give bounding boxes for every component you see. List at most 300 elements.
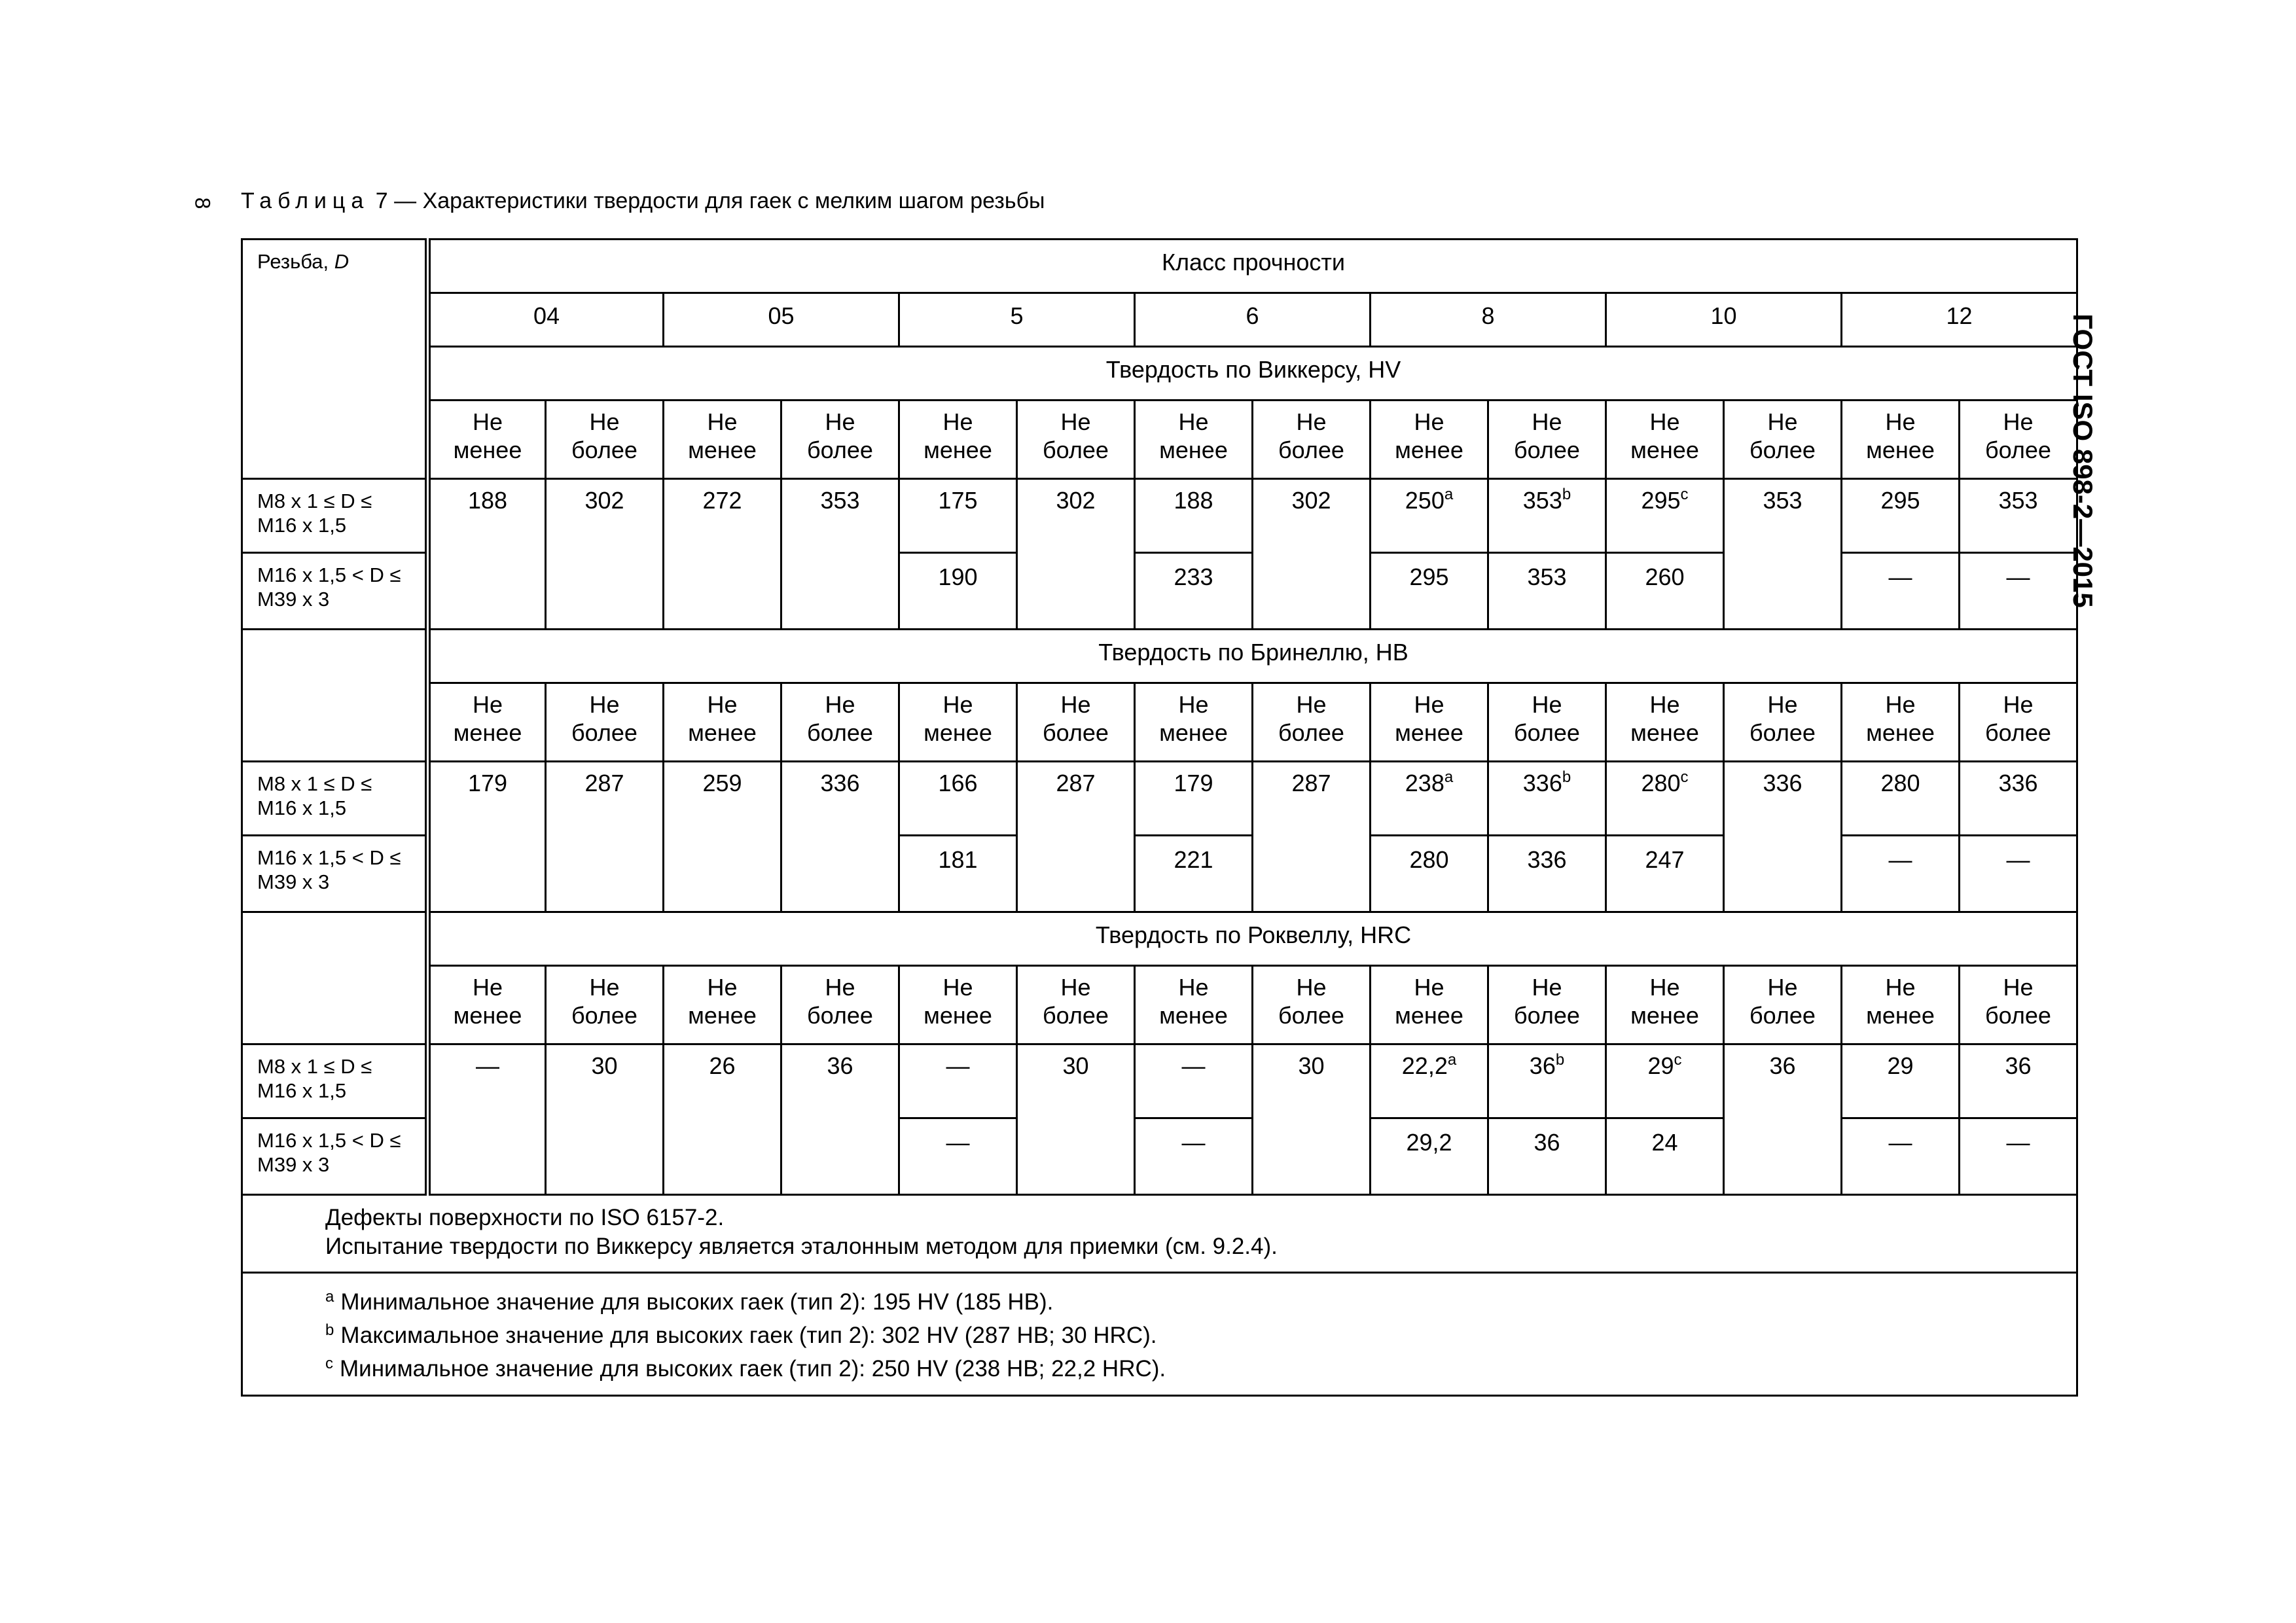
label-line: менее bbox=[453, 1002, 522, 1029]
section-title: Твердость по Роквеллу, HRC bbox=[428, 912, 2077, 966]
value: 302 bbox=[1056, 487, 1096, 514]
label-line: более bbox=[807, 1002, 873, 1029]
value: 179 bbox=[1174, 770, 1213, 796]
value: 302 bbox=[584, 487, 624, 514]
min-label bbox=[664, 683, 781, 762]
max-label bbox=[546, 683, 664, 762]
max-label bbox=[781, 683, 899, 762]
value: 181 bbox=[938, 846, 978, 873]
minmax-row bbox=[242, 683, 2077, 762]
row-label-line: M16 x 1,5 < D ≤ bbox=[257, 846, 401, 869]
value: 36 bbox=[1534, 1129, 1560, 1156]
value-cell bbox=[1135, 479, 1253, 553]
min-label bbox=[1371, 401, 1488, 479]
value: 259 bbox=[702, 770, 742, 796]
min-label bbox=[899, 966, 1017, 1044]
min-label bbox=[1135, 683, 1253, 762]
label-line: Не bbox=[1649, 691, 1680, 718]
value-cell bbox=[1253, 1044, 1371, 1195]
value-cell bbox=[1606, 553, 1724, 630]
value: 280 bbox=[1641, 770, 1681, 796]
value-cell bbox=[1724, 1044, 1842, 1195]
label-line: Не bbox=[1414, 408, 1444, 435]
value: 353 bbox=[1522, 487, 1562, 514]
label-line: менее bbox=[1630, 719, 1699, 746]
row-label-range-1 bbox=[242, 1044, 428, 1118]
value-cell bbox=[1842, 1118, 1960, 1195]
class-5: 5 bbox=[899, 293, 1135, 347]
label-line: менее bbox=[1630, 1002, 1699, 1029]
row-label-range-2 bbox=[242, 553, 428, 630]
footnote-ref: b bbox=[1562, 486, 1571, 503]
label-line: более bbox=[1985, 437, 2051, 463]
value-cell bbox=[1488, 1044, 1606, 1118]
min-label bbox=[664, 966, 781, 1044]
label-line: Не bbox=[942, 974, 973, 1001]
value: — bbox=[1888, 846, 1912, 873]
footnote-b bbox=[325, 1316, 2070, 1349]
value: 238 bbox=[1405, 770, 1444, 796]
label-line: более bbox=[1043, 437, 1109, 463]
row-label-line: M8 x 1 ≤ D ≤ bbox=[257, 1055, 372, 1078]
max-label bbox=[546, 401, 664, 479]
label-line: более bbox=[1985, 1002, 2051, 1029]
min-label bbox=[1842, 683, 1960, 762]
value: 280 bbox=[1880, 770, 1920, 796]
value-cell bbox=[1135, 553, 1253, 630]
value: 30 bbox=[1298, 1052, 1325, 1079]
label-line: менее bbox=[1395, 1002, 1463, 1029]
label-line: менее bbox=[453, 437, 522, 463]
label-line: более bbox=[807, 719, 873, 746]
value-cell bbox=[1960, 762, 2077, 836]
max-label bbox=[1960, 683, 2077, 762]
label-line: Не bbox=[707, 408, 738, 435]
label-line: более bbox=[1043, 719, 1109, 746]
footnote-ref: b bbox=[1562, 768, 1571, 786]
thread-header-text: Резьба, bbox=[257, 250, 334, 273]
row-label-line: M8 x 1 ≤ D ≤ bbox=[257, 490, 372, 512]
section-title-row bbox=[242, 347, 2077, 401]
value: 29 bbox=[1887, 1052, 1914, 1079]
value-cell bbox=[899, 1118, 1017, 1195]
max-label bbox=[1017, 401, 1135, 479]
value-cell bbox=[899, 762, 1017, 836]
label-line: Не bbox=[1885, 408, 1916, 435]
value-cell bbox=[1960, 479, 2077, 553]
class-8: 8 bbox=[1371, 293, 1606, 347]
value-cell bbox=[1842, 762, 1960, 836]
label-line: менее bbox=[924, 437, 992, 463]
value: — bbox=[1181, 1052, 1206, 1079]
row-label-line: M16 x 1,5 bbox=[257, 514, 347, 537]
row-label-line: M39 x 3 bbox=[257, 588, 330, 611]
label-line: Не bbox=[2003, 974, 2034, 1001]
footnotes-row bbox=[242, 1273, 2077, 1396]
max-label bbox=[1488, 401, 1606, 479]
label-line: менее bbox=[688, 719, 757, 746]
max-label bbox=[1017, 683, 1135, 762]
value: 22,2 bbox=[1401, 1052, 1448, 1079]
value: 336 bbox=[820, 770, 860, 796]
min-label bbox=[1371, 966, 1488, 1044]
label-line: Не bbox=[825, 691, 855, 718]
caption-text: — Характеристики твердости для гаек с мелким шагом резьбы bbox=[394, 188, 1045, 213]
label-line: более bbox=[1749, 719, 1816, 746]
max-label bbox=[1724, 401, 1842, 479]
label-line: менее bbox=[1630, 437, 1699, 463]
label-line: Не bbox=[707, 974, 738, 1001]
value: 36 bbox=[1529, 1052, 1556, 1079]
label-line: Не bbox=[1178, 408, 1209, 435]
value: 29,2 bbox=[1406, 1129, 1452, 1156]
value-row-1 bbox=[242, 762, 2077, 836]
row-label-range-1 bbox=[242, 479, 428, 553]
value-cell bbox=[899, 479, 1017, 553]
label-line: менее bbox=[1395, 719, 1463, 746]
value-cell bbox=[546, 1044, 664, 1195]
value-cell bbox=[428, 479, 546, 630]
value-row-1 bbox=[242, 479, 2077, 553]
section-title-row bbox=[242, 630, 2077, 683]
max-label bbox=[1488, 683, 1606, 762]
footnote-ref: b bbox=[1555, 1051, 1565, 1069]
value-cell bbox=[1253, 479, 1371, 630]
label-line: Не bbox=[1649, 408, 1680, 435]
minmax-row bbox=[242, 966, 2077, 1044]
label-line: Не bbox=[1296, 408, 1327, 435]
value: 247 bbox=[1645, 846, 1685, 873]
value: 336 bbox=[1763, 770, 1803, 796]
notes bbox=[242, 1195, 2077, 1273]
section-title: Твердость по Виккерсу, HV bbox=[428, 347, 2077, 401]
min-label bbox=[1135, 401, 1253, 479]
value: 26 bbox=[709, 1052, 736, 1079]
min-label bbox=[1606, 683, 1724, 762]
value-cell bbox=[781, 479, 899, 630]
label-line: менее bbox=[1866, 1002, 1935, 1029]
value-row-1 bbox=[242, 1044, 2077, 1118]
max-label bbox=[1960, 401, 2077, 479]
value-cell bbox=[1606, 762, 1724, 836]
row-label-line: M16 x 1,5 < D ≤ bbox=[257, 563, 401, 586]
label-line: Не bbox=[1296, 691, 1327, 718]
label-line: менее bbox=[924, 1002, 992, 1029]
value-cell bbox=[428, 1044, 546, 1195]
value: — bbox=[1181, 1129, 1206, 1156]
value: 221 bbox=[1174, 846, 1213, 873]
label-line: Не bbox=[2003, 408, 2034, 435]
label-line: Не bbox=[1885, 691, 1916, 718]
value-cell bbox=[546, 762, 664, 912]
value: — bbox=[946, 1052, 970, 1079]
value: 272 bbox=[702, 487, 742, 514]
label-line: более bbox=[1514, 719, 1580, 746]
label-line: менее bbox=[1866, 719, 1935, 746]
value-cell bbox=[1842, 1044, 1960, 1118]
value-cell bbox=[546, 479, 664, 630]
thread-header-var: D bbox=[334, 250, 350, 273]
class-10: 10 bbox=[1606, 293, 1842, 347]
value-cell bbox=[1842, 479, 1960, 553]
thread-header bbox=[242, 240, 428, 479]
value-cell bbox=[1371, 553, 1488, 630]
value: 190 bbox=[938, 563, 978, 590]
label-line: Не bbox=[825, 974, 855, 1001]
label-line: более bbox=[1749, 437, 1816, 463]
footnote-text: Максимальное значение для высоких гаек (тип 2): 302 HV (287 HB; 30 HRC). bbox=[340, 1323, 1157, 1348]
label-line: Не bbox=[1767, 408, 1798, 435]
value-cell bbox=[899, 1044, 1017, 1118]
value-cell bbox=[1606, 479, 1724, 553]
value: 260 bbox=[1645, 563, 1685, 590]
label-line: более bbox=[1278, 437, 1344, 463]
value-cell bbox=[664, 1044, 781, 1195]
value-cell bbox=[1371, 836, 1488, 912]
section-spacer bbox=[242, 630, 428, 762]
footnote-ref: a bbox=[1444, 486, 1454, 503]
row-label-range-2 bbox=[242, 1118, 428, 1195]
value: 353 bbox=[1527, 563, 1567, 590]
value-cell bbox=[664, 479, 781, 630]
header-row-class bbox=[242, 240, 2077, 293]
value-cell bbox=[1842, 553, 1960, 630]
value-cell bbox=[1842, 836, 1960, 912]
value-cell bbox=[1017, 1044, 1135, 1195]
max-label bbox=[1724, 683, 1842, 762]
min-label bbox=[428, 966, 546, 1044]
value-cell bbox=[1960, 1118, 2077, 1195]
section-spacer bbox=[242, 912, 428, 1044]
label-line: более bbox=[1514, 437, 1580, 463]
value: 188 bbox=[467, 487, 508, 514]
value-cell bbox=[1135, 836, 1253, 912]
value-cell bbox=[781, 1044, 899, 1195]
value-cell bbox=[1135, 1044, 1253, 1118]
value: 287 bbox=[1056, 770, 1096, 796]
label-line: Не bbox=[942, 691, 973, 718]
value: 179 bbox=[467, 770, 508, 796]
value: 166 bbox=[938, 770, 978, 796]
footnote-text: Минимальное значение для высоких гаек (тип 2): 195 HV (185 HB). bbox=[340, 1289, 1054, 1315]
label-line: более bbox=[1278, 1002, 1344, 1029]
footnote-ref: c bbox=[1680, 768, 1689, 786]
value-cell bbox=[1606, 1044, 1724, 1118]
value: 36 bbox=[2005, 1052, 2032, 1079]
value: 295 bbox=[1641, 487, 1681, 514]
label-line: Не bbox=[589, 408, 620, 435]
max-label bbox=[1253, 966, 1371, 1044]
class-04: 04 bbox=[428, 293, 664, 347]
label-line: менее bbox=[1866, 437, 1935, 463]
label-line: Не bbox=[1178, 691, 1209, 718]
label-line: менее bbox=[924, 719, 992, 746]
label-line: Не bbox=[1060, 691, 1091, 718]
label-line: Не bbox=[1296, 974, 1327, 1001]
label-line: менее bbox=[1159, 437, 1228, 463]
value-cell bbox=[899, 836, 1017, 912]
value-cell bbox=[1606, 1118, 1724, 1195]
row-label-range-2 bbox=[242, 836, 428, 912]
label-line: менее bbox=[1159, 1002, 1228, 1029]
value-cell bbox=[1488, 762, 1606, 836]
max-label bbox=[1253, 683, 1371, 762]
value: 30 bbox=[591, 1052, 618, 1079]
label-line: более bbox=[571, 437, 637, 463]
value-cell bbox=[1371, 479, 1488, 553]
label-line: более bbox=[571, 1002, 637, 1029]
label-line: Не bbox=[1532, 408, 1562, 435]
value: 287 bbox=[584, 770, 624, 796]
value: 295 bbox=[1880, 487, 1920, 514]
min-label bbox=[899, 401, 1017, 479]
minmax-row bbox=[242, 401, 2077, 479]
value-cell bbox=[1724, 762, 1842, 912]
value: 30 bbox=[1062, 1052, 1089, 1079]
label-line: Не bbox=[589, 974, 620, 1001]
value-cell bbox=[1017, 762, 1135, 912]
value: 353 bbox=[1763, 487, 1803, 514]
label-line: Не bbox=[1532, 974, 1562, 1001]
table-caption bbox=[241, 188, 1045, 214]
label-line: Не bbox=[825, 408, 855, 435]
standard-designation: ГОСТ ISO 898-2—2015 bbox=[2068, 313, 2098, 608]
value-cell bbox=[781, 762, 899, 912]
value: 353 bbox=[1998, 487, 2038, 514]
value-cell bbox=[1017, 479, 1135, 630]
footnote-mark: c bbox=[325, 1355, 333, 1372]
footnote-mark: a bbox=[325, 1288, 334, 1306]
max-label bbox=[546, 966, 664, 1044]
label-line: более bbox=[1043, 1002, 1109, 1029]
min-label bbox=[428, 401, 546, 479]
label-line: Не bbox=[1767, 691, 1798, 718]
value-cell bbox=[899, 553, 1017, 630]
class-12: 12 bbox=[1842, 293, 2077, 347]
min-label bbox=[1606, 401, 1724, 479]
label-line: более bbox=[1985, 719, 2051, 746]
value-cell bbox=[664, 762, 781, 912]
label-line: более bbox=[1278, 719, 1344, 746]
label-line: Не bbox=[707, 691, 738, 718]
value: 302 bbox=[1291, 487, 1331, 514]
label-line: менее bbox=[688, 437, 757, 463]
value: 280 bbox=[1409, 846, 1449, 873]
min-label bbox=[428, 683, 546, 762]
min-label bbox=[664, 401, 781, 479]
min-label bbox=[1606, 966, 1724, 1044]
label-line: Не bbox=[1532, 691, 1562, 718]
value: 24 bbox=[1651, 1129, 1678, 1156]
label-line: Не bbox=[1767, 974, 1798, 1001]
value: 29 bbox=[1647, 1052, 1674, 1079]
value: — bbox=[1888, 1129, 1912, 1156]
label-line: Не bbox=[1178, 974, 1209, 1001]
value-cell bbox=[1135, 1118, 1253, 1195]
footnote-mark: b bbox=[325, 1321, 334, 1339]
caption-number: 7 bbox=[375, 188, 388, 213]
label-line: Не bbox=[589, 691, 620, 718]
value: 336 bbox=[1527, 846, 1567, 873]
header-row-classes bbox=[242, 293, 2077, 347]
section-title: Твердость по Бринеллю, HB bbox=[428, 630, 2077, 683]
page-number: 8 bbox=[190, 197, 215, 209]
value: 233 bbox=[1174, 563, 1213, 590]
value: 336 bbox=[1998, 770, 2038, 796]
value-cell bbox=[1606, 836, 1724, 912]
min-label bbox=[899, 683, 1017, 762]
label-line: Не bbox=[1414, 691, 1444, 718]
value: — bbox=[476, 1052, 499, 1079]
min-label bbox=[1135, 966, 1253, 1044]
value: 287 bbox=[1291, 770, 1331, 796]
footnote-text: Минимальное значение для высоких гаек (тип 2): 250 HV (238 HB; 22,2 HRC). bbox=[340, 1356, 1166, 1382]
value-cell bbox=[1488, 836, 1606, 912]
section-title-row bbox=[242, 912, 2077, 966]
label-line: более bbox=[1749, 1002, 1816, 1029]
value: 36 bbox=[1769, 1052, 1796, 1079]
class-05: 05 bbox=[664, 293, 899, 347]
row-label-line: M16 x 1,5 < D ≤ bbox=[257, 1129, 401, 1152]
value-cell bbox=[1253, 762, 1371, 912]
footnote-ref: a bbox=[1444, 768, 1454, 786]
label-line: более bbox=[571, 719, 637, 746]
max-label bbox=[1488, 966, 1606, 1044]
row-label-line: M39 x 3 bbox=[257, 1153, 330, 1176]
strength-class-header: Класс прочности bbox=[428, 240, 2077, 293]
label-line: Не bbox=[1649, 974, 1680, 1001]
max-label bbox=[1253, 401, 1371, 479]
label-line: Не bbox=[1414, 974, 1444, 1001]
value-cell bbox=[1371, 1118, 1488, 1195]
label-line: менее bbox=[1395, 437, 1463, 463]
value: — bbox=[1888, 563, 1912, 590]
value-cell bbox=[1135, 762, 1253, 836]
value: 188 bbox=[1174, 487, 1213, 514]
caption-label: Таблица bbox=[241, 188, 370, 213]
value: 336 bbox=[1522, 770, 1562, 796]
label-line: Не bbox=[472, 974, 503, 1001]
label-line: Не bbox=[1060, 408, 1091, 435]
max-label bbox=[1724, 966, 1842, 1044]
label-line: Не bbox=[1060, 974, 1091, 1001]
value-cell bbox=[1960, 1044, 2077, 1118]
max-label bbox=[1017, 966, 1135, 1044]
label-line: менее bbox=[688, 1002, 757, 1029]
max-label bbox=[1960, 966, 2077, 1044]
value: — bbox=[2006, 1129, 2030, 1156]
value-cell bbox=[428, 762, 546, 912]
label-line: менее bbox=[453, 719, 522, 746]
label-line: Не bbox=[2003, 691, 2034, 718]
min-label bbox=[1842, 401, 1960, 479]
footnote-ref: c bbox=[1674, 1051, 1682, 1069]
class-6: 6 bbox=[1135, 293, 1371, 347]
value: 36 bbox=[827, 1052, 853, 1079]
value: 250 bbox=[1405, 487, 1444, 514]
footnote-c bbox=[325, 1349, 2070, 1383]
label-line: менее bbox=[1159, 719, 1228, 746]
value: 295 bbox=[1409, 563, 1449, 590]
value-cell bbox=[1488, 1118, 1606, 1195]
value: — bbox=[2006, 846, 2030, 873]
hardness-table bbox=[241, 238, 2078, 1397]
label-line: Не bbox=[472, 691, 503, 718]
row-label-line: M8 x 1 ≤ D ≤ bbox=[257, 772, 372, 795]
value-cell bbox=[1960, 836, 2077, 912]
value-cell bbox=[1488, 553, 1606, 630]
label-line: более bbox=[1514, 1002, 1580, 1029]
